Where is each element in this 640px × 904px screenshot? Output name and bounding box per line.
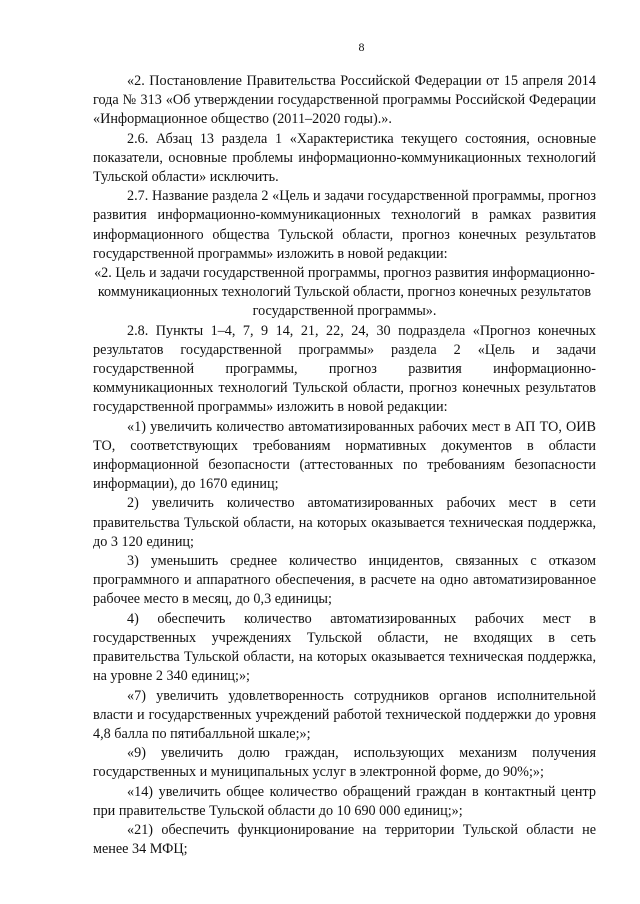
paragraph-2-8: 2.8. Пункты 1–4, 7, 9 14, 21, 22, 24, 30 подраздела «Прогноз конечных результатов государственной программы» раздела 2 «Цель и задачи государственной программы, прогноз развития информационно-коммуникационных технологий Тульской области, прогноз конечных результатов государственной программы» изложить в новой редакции: (93, 322, 596, 416)
list-item-9: «9) увеличить долю граждан, использующих механизм получения государственных и муниципальных услуг в электронной форме, до 90%;»; (93, 745, 596, 781)
list-item-4: 4) обеспечить количество автоматизированных рабочих мест в государственных учреждениях Тульской области, не входящих в сеть правительства Тульской области, на которых оказывается техническая поддержка, на уровне 2 340 единиц;»; (93, 610, 596, 685)
page-number: 8 (358, 40, 365, 54)
paragraph-2-6: 2.6. Абзац 13 раздела 1 «Характеристика текущего состояния, основные показатели, основные проблемы информационно-коммуникационных технологий Тульской области» исключить. (93, 130, 596, 186)
list-item-7: «7) увеличить удовлетворенность сотрудников органов исполнительной власти и государственных учреждений работой технической поддержки до уровня 4,8 балла по пятибалльной шкале;»; (93, 687, 596, 742)
list-item-3: 3) уменьшить среднее количество инцидентов, связанных с отказом программного и аппаратного обеспечения, в расчете на одно автоматизированное рабочее место в месяц, до 0,3 единицы; (93, 553, 596, 608)
paragraph-2-7: 2.7. Название раздела 2 «Цель и задачи государственной программы, прогноз развития информационно-коммуникационных технологий в рамках развития информационного общества Тульской области, прогноз конечных результатов государственной программы» изложить в новой редакции: (93, 188, 596, 262)
list-item-2: 2) увеличить количество автоматизированных рабочих мест в сети правительства Тульской области, на которых оказывается техническая поддержка, до 3 120 единиц; (93, 495, 596, 550)
paragraph-program-decree: «2. Постановление Правительства Российской Федерации от 15 апреля 2014 года № 313 «Об утверждении государственной программы Российской Федерации «Информационное общество (2011–2020 годы).». (93, 73, 596, 128)
list-item-14: «14) увеличить общее количество обращений граждан в контактный центр при правительстве Тульской области до 10 690 000 единиц;»; (93, 783, 596, 819)
list-item-1: «1) увеличить количество автоматизированных рабочих мест в АП ТО, ОИВ ТО, соответствующих требованиям нормативных документов в области информационной безопасности (аттестованных по требованиям безопасности информации), до 1670 единиц; (93, 418, 596, 493)
list-item-21: «21) обеспечить функционирование на территории Тульской области не менее 34 МФЦ; (93, 821, 596, 858)
quoted-section-title: «2. Цель и задачи государственной программы, прогноз развития информационно-коммуникационных технологий Тульской области, прогноз конечных результатов государственной программы». (94, 265, 595, 320)
